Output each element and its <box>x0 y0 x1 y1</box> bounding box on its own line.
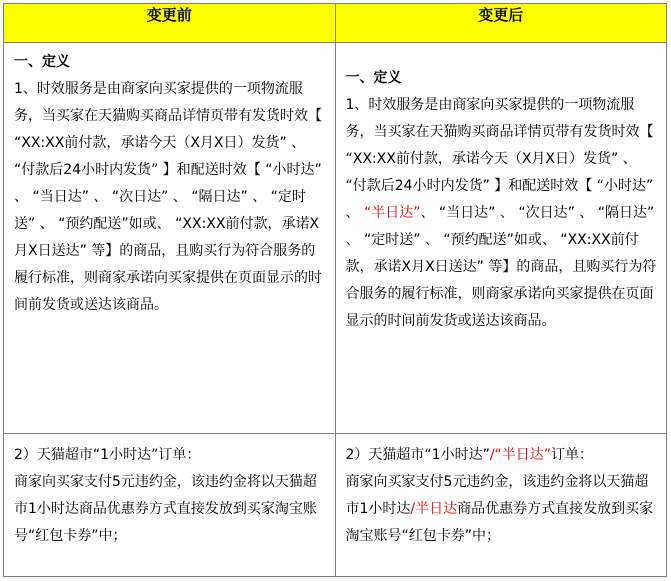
definition-after-cell <box>335 43 667 434</box>
section-title-before: 一、定义 <box>14 54 70 70</box>
penalty-after-line1-b: 订单： <box>551 447 594 463</box>
section-title-after: 一、定义 <box>345 70 402 86</box>
definition-before-text: 1、时效服务是由商家向买家提供的一项物流服务，当买家在天猫购买商品详情页带有发货时效【 “XX:XX前付款，承诺今天（X月X日）发货” 、 “付款后24小时内发货” 】和配送时效【 “小时达” 、 “当日达” 、 “次日达” 、 “隔日达” 、 “定时送” 、 “预约配送”如或、 “XX:XX前付款，承诺X月X日送达” 等】的商品，且购买行为符合服务的履行标准，则商家承诺向买家提供在页面显示的时间前发货或送达该商品。 <box>14 81 322 313</box>
header-row <box>4 4 667 43</box>
definition-after-text-a: 1、时效服务是由商家向买家提供的一项物流服务，当买家在天猫购买商品详情页带有发货时效【 “XX:XX前付款，承诺今天（X月X日）发货” 、 “付款后24小时内发货” 】和配送时效【 “小时达” 、 <box>345 97 654 221</box>
definition-before-cell <box>4 43 336 434</box>
penalty-after-cell <box>335 434 667 577</box>
penalty-after-line1-a: 2）天猫超市“1小时达” <box>345 447 490 463</box>
penalty-row <box>4 434 667 577</box>
definition-row <box>4 43 667 434</box>
penalty-before-line1: 2）天猫超市“1小时达”订单： <box>14 447 201 463</box>
header-before: 变更前 <box>4 4 336 43</box>
definition-after-text <box>346 92 659 335</box>
highlight-half-day: “半日达” <box>363 205 421 221</box>
header-after: 变更后 <box>335 4 667 43</box>
comparison-table <box>3 3 667 577</box>
penalty-after-line2-a: 商家向买家支付5元违约金，该违约金将以天猫超市1小时达 <box>345 474 649 517</box>
spacer <box>346 49 659 65</box>
penalty-before-cell <box>4 434 336 577</box>
highlight-half-day-order: /“半日达” <box>489 447 552 463</box>
penalty-after-line2-b: 商品优惠券方式直接发放到买家淘宝账号“红包卡券”中； <box>345 501 654 544</box>
definition-after-text-b: 、 “当日达” 、 “次日达” 、 “隔日达” 、 “定时送” 、 “预约配送”如或、 “XX:XX前付款，承诺X月X日送达” 等】的商品，且购买行为符合服务的履行标准，则商家承诺向买家提供在页面显示的时间前发货或送达该商品。 <box>345 205 657 329</box>
highlight-half-day-coupon: /半日达 <box>410 501 458 517</box>
penalty-after-line1 <box>346 442 659 469</box>
penalty-before-line2: 商家向买家支付5元违约金，该违约金将以天猫超市1小时达商品优惠券方式直接发放到买家淘宝账号“红包卡券”中； <box>14 474 317 544</box>
penalty-after-line2 <box>346 469 659 550</box>
